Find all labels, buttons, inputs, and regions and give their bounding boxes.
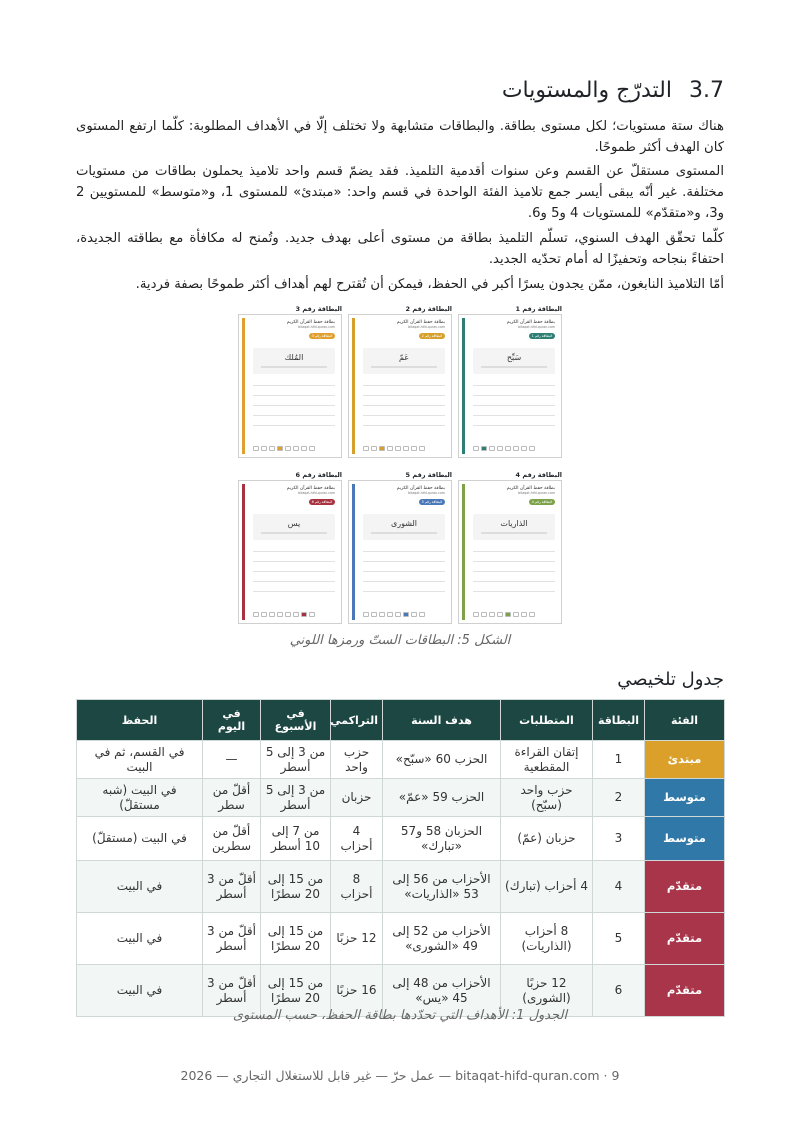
- paragraph: أمّا التلاميذ النابغون، ممّن يجدون يسرًا أكبر في الحفظ، فيمكن أن تُقترح لهم أهداف أكثر طموحًا بصفة فردية.: [135, 277, 724, 292]
- card-progress-box: [285, 612, 291, 617]
- category-badge: متوسط: [645, 817, 725, 861]
- table-row: [77, 817, 725, 861]
- category-badge: متقدّم: [645, 913, 725, 965]
- table-cell: 3: [593, 817, 645, 861]
- card-progress-box: [529, 446, 535, 451]
- card-progress-box: [481, 446, 487, 451]
- card-progress-box: [513, 446, 519, 451]
- card-color-bar: [352, 484, 355, 620]
- card-surah-name: سَبِّح: [506, 353, 522, 362]
- card-header-title: بطاقة حفظ القرآن الكريم: [286, 320, 335, 325]
- card-progress-box: [521, 446, 527, 451]
- card-field-line: [473, 551, 555, 552]
- card-progress-box: [261, 612, 267, 617]
- table-cell: 8 أحزاب (الذاريات): [501, 913, 593, 965]
- card-progress-boxes: [473, 446, 535, 451]
- card-progress-box: [395, 612, 401, 617]
- table-cell: 4: [593, 861, 645, 913]
- table-cell: من 3 إلى 5 أسطر: [261, 779, 331, 817]
- card-goal-line: [261, 532, 327, 534]
- table-cell: 12 حزبًا: [331, 913, 383, 965]
- table-cell: الأحزاب من 56 إلى 53 «الذاريات»: [383, 861, 501, 913]
- card-progress-box: [473, 446, 479, 451]
- card-goal-box: [253, 514, 335, 540]
- card-progress-box: [277, 446, 283, 451]
- card-thumbnail: [238, 470, 342, 624]
- card-field-line: [363, 591, 445, 592]
- card-field-line: [473, 415, 555, 416]
- card-progress-box: [261, 446, 267, 451]
- card-progress-box: [497, 446, 503, 451]
- card-progress-box: [403, 446, 409, 451]
- card-level-badge: البطاقة رقم 5: [419, 499, 445, 505]
- card-title: البطاقة رقم 6: [295, 471, 342, 479]
- card-field-line: [253, 571, 335, 572]
- table-cell: إتقان القراءة المقطعية: [501, 741, 593, 779]
- card-field-line: [363, 571, 445, 572]
- card-level-badge: البطاقة رقم 4: [529, 499, 555, 505]
- card-goal-line: [371, 366, 437, 368]
- document-page: [76, 0, 724, 1131]
- card-field-line: [253, 385, 335, 386]
- table-cell: 2: [593, 779, 645, 817]
- card-goal-line: [371, 532, 437, 534]
- card-progress-box: [387, 612, 393, 617]
- card-header-url: bitaqat-hifd-quran.com: [408, 325, 445, 329]
- table-header-cell: البطاقة: [593, 700, 645, 741]
- card-header: [507, 320, 555, 329]
- card-progress-box: [419, 446, 425, 451]
- card-progress-box: [489, 612, 495, 617]
- card-progress-box: [513, 612, 519, 617]
- card-field-line: [253, 405, 335, 406]
- card-title: البطاقة رقم 2: [405, 305, 452, 313]
- card-body: [238, 314, 342, 458]
- table-cell: 12 حزبًا (الشورى): [501, 965, 593, 1017]
- card-field-line: [253, 591, 335, 592]
- card-goal-box: [253, 348, 335, 374]
- card-progress-boxes: [253, 612, 315, 617]
- card-level-badge: البطاقة رقم 6: [309, 499, 335, 505]
- card-thumbnail: [348, 470, 452, 624]
- table-row: [77, 861, 725, 913]
- table-cell: أقلّ من 3 أسطر: [203, 965, 261, 1017]
- figure-caption: الشكل 5: البطاقات الستّ ورمزها اللوني: [289, 633, 511, 648]
- card-progress-box: [497, 612, 503, 617]
- card-header-url: bitaqat-hifd-quran.com: [518, 491, 555, 495]
- card-color-bar: [242, 484, 245, 620]
- table-row: [77, 913, 725, 965]
- table-cell: 16 حزبًا: [331, 965, 383, 1017]
- table-cell: 8 أحزاب: [331, 861, 383, 913]
- card-field-line: [473, 581, 555, 582]
- card-progress-box: [403, 612, 409, 617]
- cards-figure: [238, 304, 562, 630]
- table-cell: حزبان (عمّ): [501, 817, 593, 861]
- card-header-url: bitaqat-hifd-quran.com: [298, 325, 335, 329]
- card-title: البطاقة رقم 1: [515, 305, 562, 313]
- card-progress-box: [505, 612, 511, 617]
- category-badge: مبتدئ: [645, 741, 725, 779]
- card-header-url: bitaqat-hifd-quran.com: [408, 491, 445, 495]
- card-goal-box: [473, 514, 555, 540]
- card-header: [287, 486, 335, 495]
- card-field-line: [253, 395, 335, 396]
- card-progress-box: [371, 612, 377, 617]
- card-field-line: [363, 405, 445, 406]
- card-progress-box: [293, 446, 299, 451]
- summary-table: [76, 699, 725, 1017]
- card-progress-box: [285, 446, 291, 451]
- table-title: جدول تلخيصي: [617, 669, 724, 690]
- table-header-cell: في الأسبوع: [261, 700, 331, 741]
- card-field-line: [473, 395, 555, 396]
- table-cell: حزب واحد: [331, 741, 383, 779]
- table-row: [77, 741, 725, 779]
- card-progress-box: [269, 612, 275, 617]
- card-progress-box: [411, 612, 417, 617]
- card-progress-box: [387, 446, 393, 451]
- card-field-line: [363, 415, 445, 416]
- table-cell: الحزب 60 «سبّح»: [383, 741, 501, 779]
- card-progress-box: [473, 612, 479, 617]
- table-cell: 1: [593, 741, 645, 779]
- category-badge: متقدّم: [645, 965, 725, 1017]
- card-progress-boxes: [473, 612, 535, 617]
- table-cell: من 15 إلى 20 سطرًا: [261, 913, 331, 965]
- table-cell: في البيت: [77, 965, 203, 1017]
- card-surah-name: المُلك: [284, 353, 304, 362]
- paragraph: هناك ستة مستويات؛ لكل مستوى بطاقة. والبطاقات متشابهة ولا تختلف إلّا في الأهداف المطلوبة: كلّما ارتفع المستوى كان الهدف أكثر طموحًا.: [76, 119, 724, 155]
- card-color-bar: [462, 318, 465, 454]
- category-badge: متقدّم: [645, 861, 725, 913]
- table-cell: من 15 إلى 20 سطرًا: [261, 965, 331, 1017]
- table-cell: —: [203, 741, 261, 779]
- table-header-cell: هدف السنة: [383, 700, 501, 741]
- card-header: [397, 486, 445, 495]
- card-progress-boxes: [253, 446, 315, 451]
- card-field-line: [253, 425, 335, 426]
- section-heading: [502, 78, 724, 103]
- card-progress-box: [419, 612, 425, 617]
- card-header: [507, 486, 555, 495]
- table-cell: 5: [593, 913, 645, 965]
- table-cell: في البيت: [77, 861, 203, 913]
- card-field-line: [363, 561, 445, 562]
- table-cell: في البيت (مستقلّ): [77, 817, 203, 861]
- card-goal-line: [481, 366, 547, 368]
- card-thumbnail: [348, 304, 452, 458]
- table-cell: في القسم، ثم في البيت: [77, 741, 203, 779]
- card-progress-box: [411, 446, 417, 451]
- table-body: [77, 741, 725, 1017]
- card-surah-name: الذاريات: [500, 519, 528, 528]
- section-number: 3.7: [689, 78, 724, 103]
- card-surah-name: عَمّ: [398, 353, 410, 362]
- card-field-line: [363, 551, 445, 552]
- card-field-line: [253, 561, 335, 562]
- card-progress-box: [521, 612, 527, 617]
- table-cell: حزب واحد (سبّح): [501, 779, 593, 817]
- card-field-line: [473, 561, 555, 562]
- card-header: [397, 320, 445, 329]
- card-progress-box: [309, 446, 315, 451]
- card-body: [458, 314, 562, 458]
- card-field-line: [363, 385, 445, 386]
- card-field-line: [473, 591, 555, 592]
- card-body: [458, 480, 562, 624]
- card-goal-box: [473, 348, 555, 374]
- table-cell: 4 أحزاب (تبارك): [501, 861, 593, 913]
- card-progress-box: [363, 446, 369, 451]
- card-color-bar: [462, 484, 465, 620]
- table-cell: حزبان: [331, 779, 383, 817]
- card-progress-box: [363, 612, 369, 617]
- card-surah-name: الشورى: [390, 519, 418, 528]
- table-row: [77, 779, 725, 817]
- card-progress-box: [269, 446, 275, 451]
- category-badge: متوسط: [645, 779, 725, 817]
- table-cell: من 15 إلى 20 سطرًا: [261, 861, 331, 913]
- card-level-badge: البطاقة رقم 3: [309, 333, 335, 339]
- card-progress-box: [301, 446, 307, 451]
- card-progress-box: [309, 612, 315, 617]
- card-progress-boxes: [363, 612, 425, 617]
- card-progress-box: [277, 612, 283, 617]
- card-header: [287, 320, 335, 329]
- card-progress-box: [379, 446, 385, 451]
- card-field-line: [363, 395, 445, 396]
- card-field-line: [253, 551, 335, 552]
- table-cell: من 7 إلى 10 أسطر: [261, 817, 331, 861]
- table-cell: الأحزاب من 48 إلى 45 «يس»: [383, 965, 501, 1017]
- card-title: البطاقة رقم 5: [405, 471, 452, 479]
- card-thumbnail: [458, 304, 562, 458]
- card-goal-box: [363, 514, 445, 540]
- card-color-bar: [242, 318, 245, 454]
- page-footer: [76, 1068, 724, 1083]
- card-thumbnail: [458, 470, 562, 624]
- card-progress-box: [293, 612, 299, 617]
- card-field-line: [253, 581, 335, 582]
- table-header-cell: المتطلبات: [501, 700, 593, 741]
- card-header-title: بطاقة حفظ القرآن الكريم: [396, 486, 445, 491]
- table-cell: من 3 إلى 5 أسطر: [261, 741, 331, 779]
- card-field-line: [363, 425, 445, 426]
- table-cell: الأحزاب من 52 إلى 49 «الشورى»: [383, 913, 501, 965]
- card-level-badge: البطاقة رقم 1: [529, 333, 555, 339]
- footer-text: عمل حرّ — غير قابل للاستغلال التجاري — 2026 — bitaqat-hifd-quran.com · 9: [180, 1068, 620, 1083]
- card-header-title: بطاقة حفظ القرآن الكريم: [396, 320, 445, 325]
- card-field-line: [473, 425, 555, 426]
- card-header-url: bitaqat-hifd-quran.com: [298, 491, 335, 495]
- table-cell: أقلّ من 3 أسطر: [203, 913, 261, 965]
- card-progress-box: [253, 612, 259, 617]
- table-cell: الحزب 59 «عمّ»: [383, 779, 501, 817]
- table-cell: 6: [593, 965, 645, 1017]
- table-cell: أقلّ من سطرين: [203, 817, 261, 861]
- card-color-bar: [352, 318, 355, 454]
- paragraph: كلّما تحقّق الهدف السنوي، تسلّم التلميذ بطاقة من مستوى أعلى بهدف جديد. وتُمنح له مكافأة مع بطاقته الجديدة، احتفاءً بنجاحه وتحفيزًا له أمام تحدّيه الجديد.: [76, 231, 724, 267]
- card-progress-box: [395, 446, 401, 451]
- card-field-line: [363, 581, 445, 582]
- table-header-cell: التراكمي: [331, 700, 383, 741]
- table-cell: في البيت: [77, 913, 203, 965]
- card-goal-box: [363, 348, 445, 374]
- card-field-line: [253, 415, 335, 416]
- card-field-line: [473, 571, 555, 572]
- card-surah-name: يس: [287, 519, 301, 528]
- card-progress-box: [505, 446, 511, 451]
- card-field-line: [473, 385, 555, 386]
- card-body: [238, 480, 342, 624]
- table-header-cell: الفئة: [645, 700, 725, 741]
- table-header-cell: الحفظ: [77, 700, 203, 741]
- table-header-cell: في اليوم: [203, 700, 261, 741]
- card-progress-box: [481, 612, 487, 617]
- table-header-row: [77, 700, 725, 741]
- card-header-title: بطاقة حفظ القرآن الكريم: [506, 486, 555, 491]
- card-field-line: [473, 405, 555, 406]
- card-progress-box: [371, 446, 377, 451]
- card-progress-box: [301, 612, 307, 617]
- card-goal-line: [261, 366, 327, 368]
- table-cell: 4 أحزاب: [331, 817, 383, 861]
- card-progress-box: [489, 446, 495, 451]
- card-goal-line: [481, 532, 547, 534]
- table-cell: في البيت (شبه مستقلّ): [77, 779, 203, 817]
- card-body: [348, 480, 452, 624]
- section-title: التدرّج والمستويات: [501, 78, 672, 103]
- table-cell: أقلّ من 3 أسطر: [203, 861, 261, 913]
- card-title: البطاقة رقم 3: [295, 305, 342, 313]
- card-header-url: bitaqat-hifd-quran.com: [518, 325, 555, 329]
- card-progress-boxes: [363, 446, 425, 451]
- card-progress-box: [379, 612, 385, 617]
- table-caption: الجدول 1: الأهداف التي تحدّدها بطاقة الحفظ، حسب المستوى: [232, 1008, 568, 1023]
- table-cell: أقلّ من سطر: [203, 779, 261, 817]
- card-level-badge: البطاقة رقم 2: [419, 333, 445, 339]
- card-title: البطاقة رقم 4: [515, 471, 562, 479]
- card-progress-box: [253, 446, 259, 451]
- card-header-title: بطاقة حفظ القرآن الكريم: [286, 486, 335, 491]
- card-body: [348, 314, 452, 458]
- table-cell: الحزبان 58 و57 «تبارك»: [383, 817, 501, 861]
- paragraph: المستوى مستقلّ عن القسم وعن سنوات أقدمية التلميذ. فقد يضمّ قسم واحد تلاميذ يحملون بطاقات من مستويات مختلفة. غير أنّه يبقى أيسر جمع تلاميذ الفئة الواحدة في قسم واحد: «مبتدئ» للمستوى 1، و«متوسط» للمستويين 2 و3، و«متقدّم» للمستويات 4 و5 و6.: [76, 164, 724, 221]
- card-progress-box: [529, 612, 535, 617]
- card-header-title: بطاقة حفظ القرآن الكريم: [506, 320, 555, 325]
- card-thumbnail: [238, 304, 342, 458]
